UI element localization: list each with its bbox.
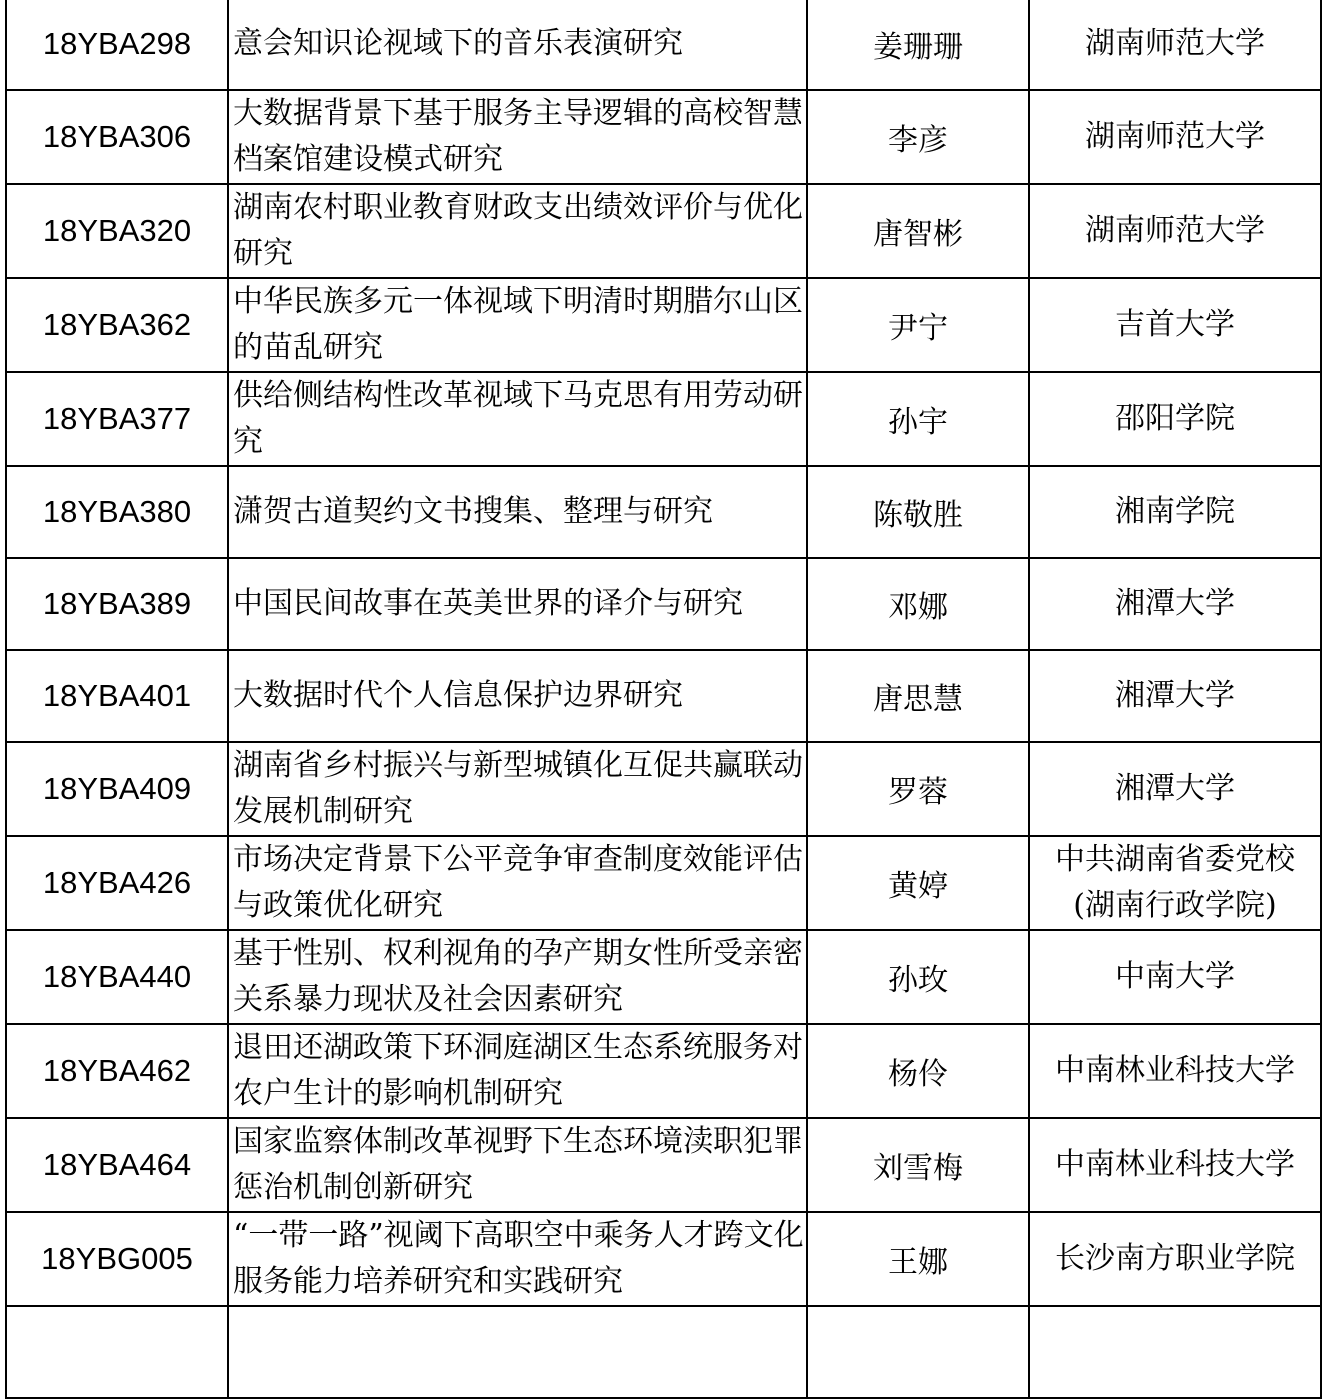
project-code: 18YBA380 <box>6 466 228 558</box>
project-list-table <box>5 0 1322 1399</box>
project-leader: 刘雪梅 <box>807 1118 1029 1212</box>
project-leader: 王娜 <box>807 1212 1029 1306</box>
empty-cell <box>1029 1306 1321 1398</box>
project-code: 18YBA409 <box>6 742 228 836</box>
project-code: 18YBA298 <box>6 0 228 90</box>
table-row <box>6 0 1321 90</box>
project-title: 中国民间故事在英美世界的译介与研究 <box>228 558 807 650</box>
table-row <box>6 278 1321 372</box>
project-organization: 湘潭大学 <box>1029 650 1321 742</box>
table-row <box>6 558 1321 650</box>
project-code: 18YBA440 <box>6 930 228 1024</box>
table-row <box>6 930 1321 1024</box>
project-code: 18YBA362 <box>6 278 228 372</box>
project-leader: 尹宁 <box>807 278 1029 372</box>
project-leader: 陈敬胜 <box>807 466 1029 558</box>
project-title: “一带一路”视阈下高职空中乘务人才跨文化服务能力培养研究和实践研究 <box>228 1212 807 1306</box>
project-code: 18YBA401 <box>6 650 228 742</box>
project-organization: 湘潭大学 <box>1029 742 1321 836</box>
project-title: 基于性别、权利视角的孕产期女性所受亲密关系暴力现状及社会因素研究 <box>228 930 807 1024</box>
project-leader: 邓娜 <box>807 558 1029 650</box>
project-organization: 邵阳学院 <box>1029 372 1321 466</box>
project-title: 市场决定背景下公平竞争审查制度效能评估与政策优化研究 <box>228 836 807 930</box>
table-row <box>6 1212 1321 1306</box>
table-row <box>6 90 1321 184</box>
project-leader: 罗蓉 <box>807 742 1029 836</box>
table-row <box>6 836 1321 930</box>
project-organization: 中南林业科技大学 <box>1029 1024 1321 1118</box>
project-leader: 孙玫 <box>807 930 1029 1024</box>
project-leader: 杨伶 <box>807 1024 1029 1118</box>
project-organization: 湖南师范大学 <box>1029 184 1321 278</box>
project-code: 18YBA377 <box>6 372 228 466</box>
project-organization: 湘南学院 <box>1029 466 1321 558</box>
table-row <box>6 650 1321 742</box>
project-leader: 李彦 <box>807 90 1029 184</box>
project-code: 18YBA464 <box>6 1118 228 1212</box>
project-title: 大数据时代个人信息保护边界研究 <box>228 650 807 742</box>
project-organization: 湖南师范大学 <box>1029 90 1321 184</box>
table-row <box>6 1118 1321 1212</box>
project-leader: 唐智彬 <box>807 184 1029 278</box>
empty-cell <box>6 1306 228 1398</box>
project-leader: 唐思慧 <box>807 650 1029 742</box>
table-row <box>6 184 1321 278</box>
project-organization: 湘潭大学 <box>1029 558 1321 650</box>
project-organization: 中南林业科技大学 <box>1029 1118 1321 1212</box>
project-organization: 长沙南方职业学院 <box>1029 1212 1321 1306</box>
project-organization: 吉首大学 <box>1029 278 1321 372</box>
project-title: 意会知识论视域下的音乐表演研究 <box>228 0 807 90</box>
project-leader: 孙宇 <box>807 372 1029 466</box>
project-organization: 湖南师范大学 <box>1029 0 1321 90</box>
project-code: 18YBA426 <box>6 836 228 930</box>
table-row <box>6 742 1321 836</box>
organization-line-2: (湖南行政学院) <box>1073 888 1277 923</box>
project-leader: 黄婷 <box>807 836 1029 930</box>
project-title: 湖南省乡村振兴与新型城镇化互促共赢联动发展机制研究 <box>228 742 807 836</box>
project-title: 供给侧结构性改革视域下马克思有用劳动研究 <box>228 372 807 466</box>
project-code: 18YBG005 <box>6 1212 228 1306</box>
empty-cell <box>228 1306 807 1398</box>
project-title: 退田还湖政策下环洞庭湖区生态系统服务对农户生计的影响机制研究 <box>228 1024 807 1118</box>
table-row-partial <box>6 1306 1321 1398</box>
project-leader: 姜珊珊 <box>807 0 1029 90</box>
table-row <box>6 372 1321 466</box>
project-organization: 中南大学 <box>1029 930 1321 1024</box>
project-code: 18YBA306 <box>6 90 228 184</box>
organization-line-1: 中共湖南省委党校 <box>1055 842 1295 877</box>
project-organization <box>1029 836 1321 930</box>
project-title: 中华民族多元一体视域下明清时期腊尔山区的苗乱研究 <box>228 278 807 372</box>
project-code: 18YBA320 <box>6 184 228 278</box>
project-title: 湖南农村职业教育财政支出绩效评价与优化研究 <box>228 184 807 278</box>
project-code: 18YBA389 <box>6 558 228 650</box>
table-row <box>6 466 1321 558</box>
project-title: 大数据背景下基于服务主导逻辑的高校智慧档案馆建设模式研究 <box>228 90 807 184</box>
empty-cell <box>807 1306 1029 1398</box>
table-row <box>6 1024 1321 1118</box>
project-title: 国家监察体制改革视野下生态环境渎职犯罪惩治机制创新研究 <box>228 1118 807 1212</box>
project-title: 潇贺古道契约文书搜集、整理与研究 <box>228 466 807 558</box>
project-code: 18YBA462 <box>6 1024 228 1118</box>
